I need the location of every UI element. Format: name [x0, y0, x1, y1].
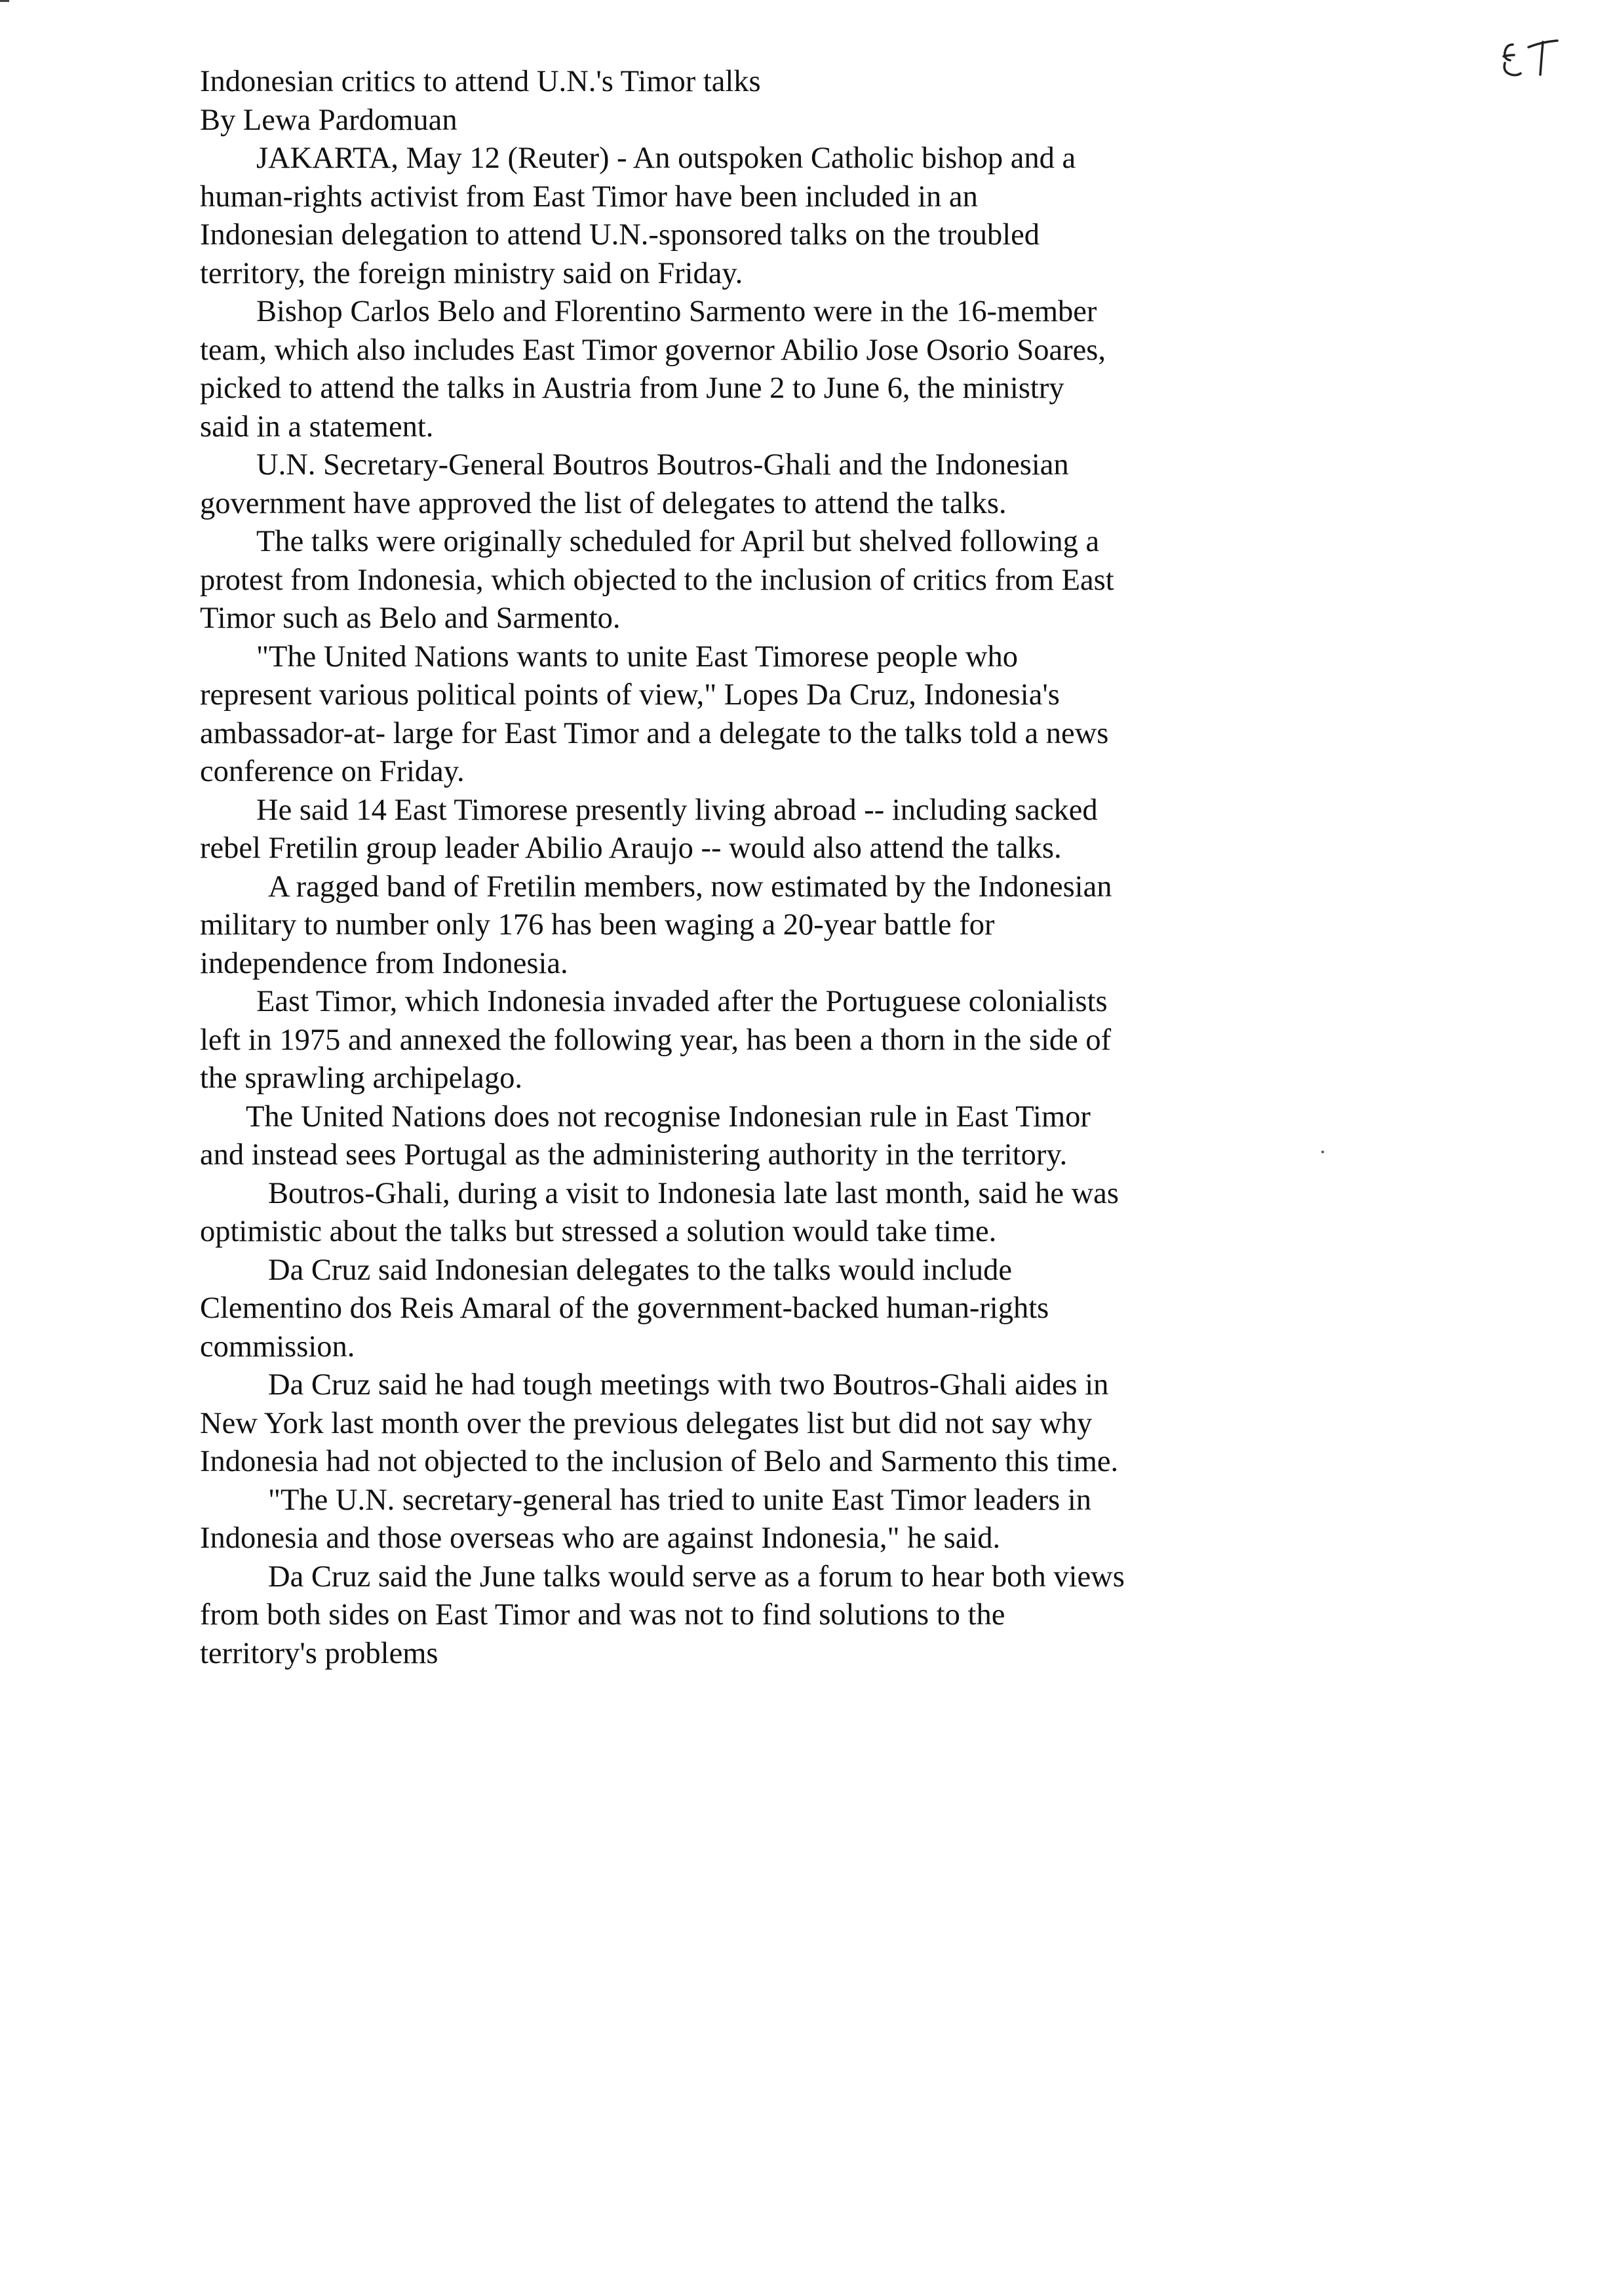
byline: By Lewa Pardomuan [200, 103, 457, 137]
paragraph-line: The United Nations does not recognise Indonesian rule in East Timor [246, 1100, 1091, 1134]
article [200, 63, 1445, 1673]
article-paragraph [200, 140, 1445, 293]
paragraph-line: U.N. Secretary-General Boutros Boutros-Ghali and the Indonesian [256, 448, 1069, 482]
article-paragraph [200, 1558, 1445, 1674]
paragraph-line: Da Cruz said the June talks would serve as a forum to hear both views [268, 1559, 1125, 1594]
paragraph-line: team, which also includes East Timor governor Abilio Jose Osorio Soares, [200, 333, 1106, 367]
paragraph-line: He said 14 East Timorese presently living abroad -- including sacked [256, 793, 1098, 827]
article-paragraph [200, 1098, 1445, 1175]
paragraph-line: Boutros-Ghali, during a visit to Indonesia late last month, said he was [268, 1176, 1119, 1210]
paragraph-line: Bishop Carlos Belo and Florentino Sarmento were in the 16-member [256, 295, 1097, 328]
paragraph-line: Da Cruz said Indonesian delegates to the talks would include [268, 1253, 1013, 1287]
paragraph-line: New York last month over the previous delegates list but did not say why [200, 1406, 1093, 1440]
paragraph-line: "The U.N. secretary-general has tried to unite East Timor leaders in [268, 1483, 1092, 1517]
paragraph-line: and instead sees Portugal as the administering authority in the territory. [200, 1138, 1068, 1172]
paragraph-line: Da Cruz said he had tough meetings with two Boutros-Ghali aides in [268, 1368, 1109, 1402]
article-paragraph [200, 1482, 1445, 1558]
paragraph-line: represent various political points of view," Lopes Da Cruz, Indonesia's [200, 678, 1060, 712]
paragraph-line: Indonesia had not objected to the inclusion of Belo and Sarmento this time. [200, 1445, 1119, 1478]
article-body [200, 140, 1445, 1673]
article-paragraph [200, 1366, 1445, 1482]
paragraph-line: Timor such as Belo and Sarmento. [200, 602, 621, 635]
scan-edge-mark [0, 0, 9, 2]
paragraph-line: commission. [200, 1330, 355, 1364]
paragraph-line: A ragged band of Fretilin members, now estimated by the Indonesian [268, 870, 1112, 904]
paragraph-line: JAKARTA, May 12 (Reuter) - An outspoken Catholic bishop and a [256, 142, 1076, 175]
article-paragraph [200, 446, 1445, 523]
article-paragraph [200, 523, 1445, 638]
paragraph-line: military to number only 176 has been waging a 20-year battle for [200, 908, 995, 942]
paragraph-line: ambassador-at- large for East Timor and a delegate to the talks told a news [200, 716, 1109, 750]
article-paragraph [200, 1252, 1445, 1367]
article-paragraph [200, 1175, 1445, 1252]
paragraph-line: Clementino dos Reis Amaral of the government-backed human-rights [200, 1292, 1049, 1325]
article-paragraph [200, 293, 1445, 446]
paragraph-line: territory's problems [200, 1636, 438, 1670]
paragraph-line: East Timor, which Indonesia invaded after the Portuguese colonialists [256, 985, 1108, 1018]
paragraph-line: protest from Indonesia, which objected to the inclusion of critics from East [200, 563, 1114, 597]
paragraph-line: said in a statement. [200, 410, 434, 444]
handwritten-annotation [1494, 25, 1580, 84]
article-paragraph [200, 868, 1445, 984]
paragraph-line: Indonesia and those overseas who are against Indonesia," he said. [200, 1521, 1001, 1555]
paragraph-line: "The United Nations wants to unite East Timorese people who [256, 640, 1018, 674]
article-paragraph [200, 983, 1445, 1098]
paragraph-line: picked to attend the talks in Austria from June 2 to June 6, the ministry [200, 372, 1064, 405]
paragraph-line: optimistic about the talks but stressed a solution would take time. [200, 1215, 997, 1248]
paragraph-line: human-rights activist from East Timor have been included in an [200, 180, 978, 214]
article-paragraph [200, 792, 1445, 868]
paragraph-line: territory, the foreign ministry said on Friday. [200, 256, 743, 290]
paragraph-line: independence from Indonesia. [200, 946, 568, 980]
paragraph-line: conference on Friday. [200, 755, 465, 788]
paragraph-line: Indonesian delegation to attend U.N.-sponsored talks on the troubled [200, 218, 1040, 252]
paragraph-line: The talks were originally scheduled for April but shelved following a [256, 525, 1100, 558]
paragraph-line: the sprawling archipelago. [200, 1062, 522, 1095]
article-paragraph [200, 638, 1445, 792]
headline: Indonesian critics to attend U.N.'s Timor talks [200, 65, 761, 98]
paragraph-line: government have approved the list of delegates to attend the talks. [200, 486, 1007, 520]
paragraph-line: from both sides on East Timor and was not to find solutions to the [200, 1598, 1005, 1632]
paragraph-line: left in 1975 and annexed the following year, has been a thorn in the side of [200, 1023, 1112, 1057]
paragraph-line: rebel Fretilin group leader Abilio Araujo -- would also attend the talks. [200, 832, 1062, 865]
